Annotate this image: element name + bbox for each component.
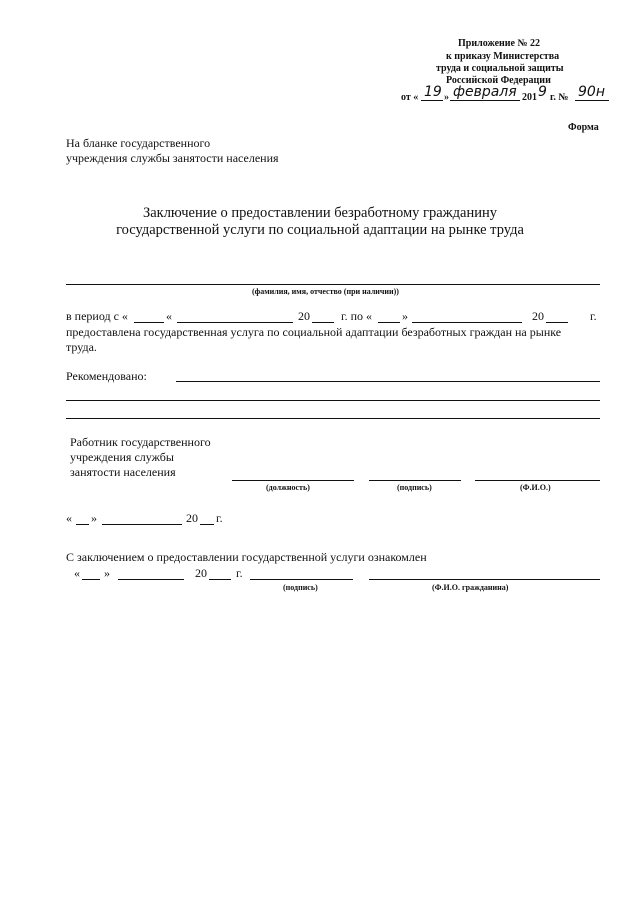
date-day: 19	[424, 84, 442, 100]
acq-date-open: «	[74, 566, 80, 580]
worker-label-line-2: учреждения службы	[70, 450, 174, 464]
service-text-line-1: предоставлена государственная услуга по социальной адаптации безработных граждан на рынке	[66, 325, 562, 339]
period-year-from-blank	[312, 322, 334, 323]
period-month-from-blank	[177, 322, 293, 323]
recommended-label: Рекомендовано:	[66, 369, 147, 383]
period-year-to: 20	[532, 309, 544, 323]
acq-date-g: г.	[236, 566, 243, 580]
acq-date-year: 20	[195, 566, 207, 580]
ministry-line: труда и социальной защиты	[436, 63, 564, 74]
worker-label-line-3: занятости населения	[70, 465, 176, 479]
order-number: 90н	[578, 84, 605, 100]
date-year-prefix: 201	[522, 92, 537, 103]
letterhead-line-1: На бланке государственного	[66, 136, 211, 150]
date-year-digit: 9	[538, 84, 547, 100]
period-g: г.	[590, 309, 597, 323]
date-day-underline	[421, 100, 443, 101]
worker-fio-line	[475, 480, 600, 481]
sig-date-year-blank	[200, 524, 214, 525]
acq-fio-line	[369, 579, 600, 580]
period-month-to-blank	[412, 322, 522, 323]
date-prefix: от «	[401, 92, 419, 103]
recommended-line-2	[66, 400, 600, 401]
worker-signature-caption: (подпись)	[397, 483, 432, 492]
acquainted-text: С заключением о предоставлении государственной услуги ознакомлен	[66, 550, 427, 564]
acq-signature-line	[250, 579, 353, 580]
date-month-underline	[450, 100, 520, 101]
sig-date-day-blank	[76, 524, 89, 525]
federation-line: Российской Федерации	[446, 75, 551, 86]
appendix-number: Приложение № 22	[458, 38, 541, 49]
worker-label-line-1: Работник государственного	[70, 435, 211, 449]
acq-signature-caption: (подпись)	[283, 583, 318, 592]
worker-signature-line	[369, 480, 461, 481]
recommended-line-1	[176, 381, 600, 382]
service-text-line-2: труда.	[66, 340, 97, 354]
fio-caption: (фамилия, имя, отчество (при наличии))	[252, 287, 399, 296]
document-title-line-1: Заключение о предоставлении безработному гражданину	[142, 205, 498, 221]
sig-date-g: г.	[216, 511, 223, 525]
sig-date-month-blank	[102, 524, 182, 525]
period-day-to-blank	[378, 322, 400, 323]
period-day-from-blank	[134, 322, 164, 323]
acq-date-year-blank	[209, 579, 231, 580]
worker-position-line	[232, 480, 354, 481]
date-mid: »	[444, 92, 449, 103]
period-quote-close: »	[402, 309, 408, 323]
acq-date-month-blank	[118, 579, 184, 580]
acq-date-close: »	[104, 566, 110, 580]
sig-date-close: »	[91, 511, 97, 525]
sig-date-open: «	[66, 511, 72, 525]
period-quote-open: «	[166, 309, 172, 323]
period-year-to-blank	[546, 322, 568, 323]
document-title-line-2: государственной услуги по социальной адаптации на рынке труда	[116, 222, 524, 238]
order-reference: к приказу Министерства	[446, 51, 560, 62]
date-suffix: г. №	[550, 92, 569, 103]
acq-date-day-blank	[82, 579, 100, 580]
period-prefix: в период с «	[66, 309, 128, 323]
worker-fio-caption: (Ф.И.О.)	[520, 483, 551, 492]
acq-fio-caption: (Ф.И.О. гражданина)	[432, 583, 509, 592]
sig-date-year: 20	[186, 511, 198, 525]
date-month: февраля	[453, 84, 517, 100]
fio-line	[66, 284, 600, 285]
form-label: Форма	[568, 122, 599, 133]
period-year-from: 20	[298, 309, 310, 323]
period-to: г. по «	[341, 309, 372, 323]
order-number-underline	[575, 100, 609, 101]
letterhead-line-2: учреждения службы занятости населения	[66, 151, 279, 165]
recommended-line-3	[66, 418, 600, 419]
worker-position-caption: (должность)	[266, 483, 310, 492]
